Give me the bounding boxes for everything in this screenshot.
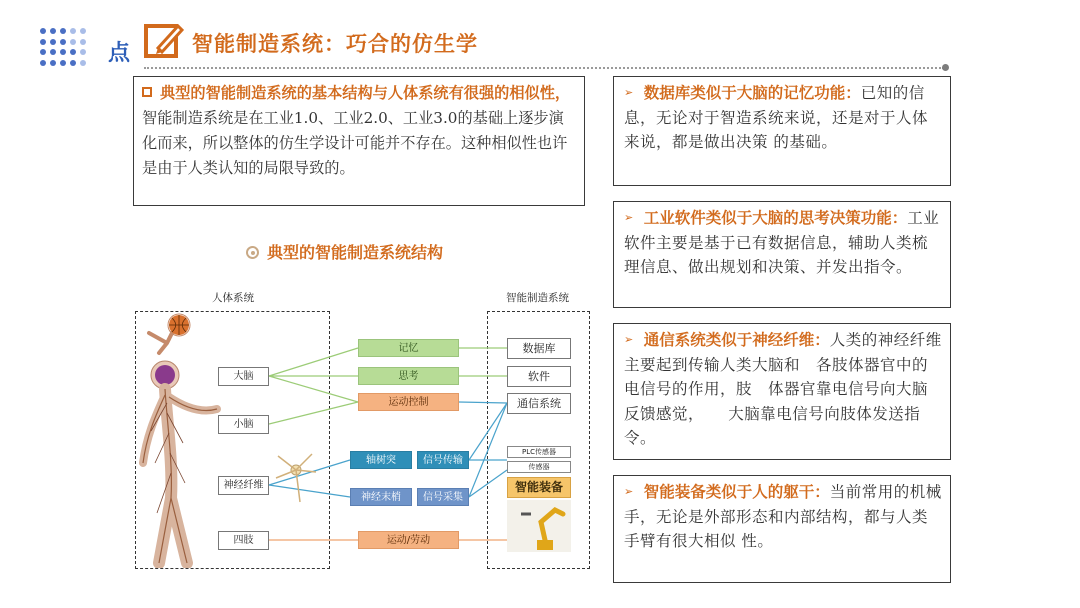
label-dendrite: 轴树突: [350, 451, 412, 469]
label-communication-system: 通信系统: [507, 393, 571, 414]
label-database: 数据库: [507, 338, 571, 359]
label-software: 软件: [507, 366, 571, 387]
label-cerebellum: 小脑: [218, 415, 269, 434]
human-system-header: 人体系统: [212, 292, 254, 304]
basketball-icon: [168, 314, 190, 336]
info-heading: 通信系统类似于神经纤维：: [643, 331, 830, 349]
info-body: 工业软件主要是基于已有数据信息，辅助人类梳理信息、做出规划和决策、并发出指令。: [624, 209, 940, 276]
label-thinking: 思考: [358, 367, 459, 385]
robot-arm-image: [507, 500, 571, 552]
section-title-fragment: 点: [108, 41, 131, 66]
label-nerve-fiber: 神经纤维: [218, 476, 269, 495]
arrow-right-icon: ➢: [624, 333, 634, 346]
intro-body: 智能制造系统是在工业1.0、工业2.0、工业3.0的基础上逐步演化而来，所以整体的仿生学设计可能并不存在。这种相似性也许是由于人类认知的局限导致的。: [142, 109, 568, 177]
arrow-right-icon: ➢: [624, 86, 634, 99]
label-motion-labor: 运动/劳动: [358, 531, 459, 549]
label-plc-sensor: PLC传感器: [507, 446, 571, 458]
label-signal-transmission: 信号传输: [417, 451, 469, 469]
manufacturing-system-header: 智能制造系统: [506, 292, 569, 304]
info-box-database: [613, 76, 951, 186]
label-brain: 大脑: [218, 367, 269, 386]
label-memory: 记忆: [358, 339, 459, 357]
label-motion-control: 运动控制: [358, 393, 459, 411]
info-heading: 数据库类似于大脑的记忆功能：: [643, 84, 861, 102]
label-limbs: 四肢: [218, 531, 269, 550]
info-box-software: [613, 201, 951, 308]
info-box-equipment: [613, 475, 951, 583]
page-title: 智能制造系统：巧合的仿生学: [192, 32, 478, 56]
diagram-title-text: 典型的智能制造系统结构: [267, 243, 444, 262]
intro-lead: 典型的智能制造系统的基本结构与人体系统有很强的相似性，: [160, 84, 571, 102]
label-sensor: 传感器: [507, 461, 571, 473]
human-nervous-system-image: [137, 313, 257, 568]
info-box-communication: [613, 323, 951, 460]
info-body: 已知的信息，无论对于智造系统来说，还是对于人体来说，都是做出决策 的基础。: [624, 84, 929, 151]
info-body: 当前常用的机械手，无论是外部形态和内部结构，都与人类手臂有很大相似 性。: [624, 483, 942, 550]
info-heading: 工业软件类似于大脑的思考决策功能：: [643, 209, 908, 227]
info-body: 人类的神经纤维主要起到传输人类大脑和 各肢体器官中的电信号的作用，肢 体器官靠电信号向大脑反馈感觉， 大脑靠电信号向肢体发送指令。: [624, 331, 942, 447]
label-smart-equipment: 智能装备: [507, 477, 571, 498]
info-heading: 智能装备类似于人的躯干：: [643, 483, 830, 501]
label-signal-acquisition: 信号采集: [417, 488, 469, 506]
arrow-right-icon: ➢: [624, 485, 634, 498]
arrow-right-icon: ➢: [624, 211, 634, 224]
label-nerve-ending: 神经末梢: [350, 488, 412, 506]
neuron-image: [268, 448, 326, 506]
